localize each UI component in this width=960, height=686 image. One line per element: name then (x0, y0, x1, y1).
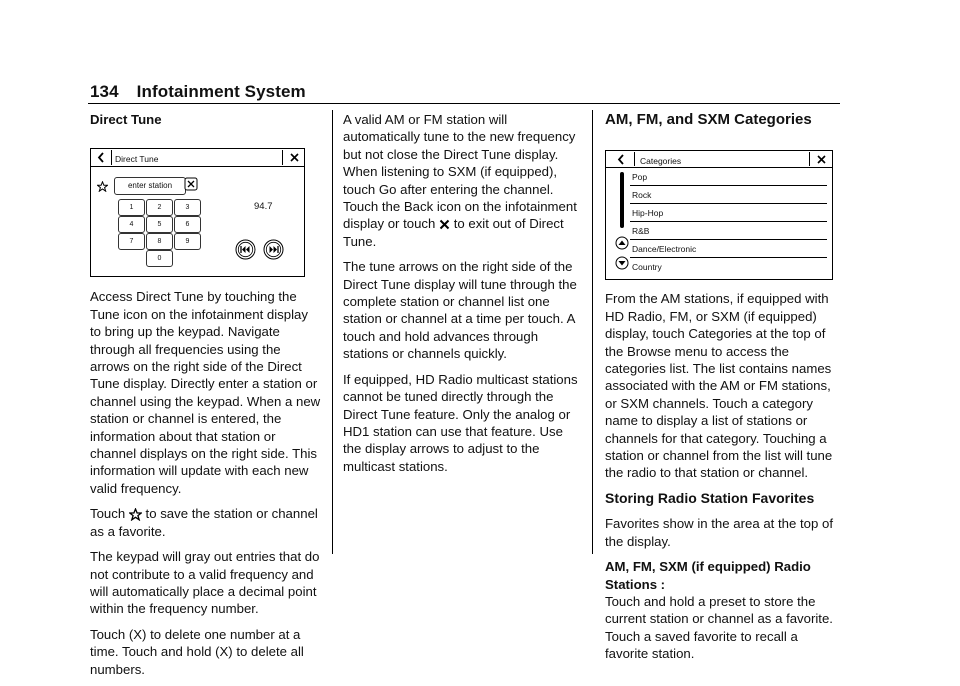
header-rule (88, 103, 840, 104)
seek-forward-icon[interactable] (263, 239, 284, 260)
category-item[interactable]: Dance/Electronic (630, 240, 827, 258)
categories-screen (605, 150, 833, 280)
station-entry-placeholder: enter station (127, 181, 173, 191)
back-icon[interactable] (617, 154, 625, 165)
keypad-key-5[interactable]: 5 (146, 216, 173, 233)
keypad-key-1[interactable]: 1 (118, 199, 145, 216)
favorites-paragraph-1: Favorites show in the area at the top of the display. (605, 516, 833, 549)
screen-title-bar (606, 151, 832, 168)
favorites-paragraph-2: Touch and hold a preset to store the current station or channel as a favorite. Touch a saved favorite to recall a favorite station. (605, 593, 833, 662)
close-icon-inline (439, 219, 450, 230)
keypad-key-0[interactable]: 0 (146, 250, 173, 267)
direct-tune-paragraph-3: The keypad will gray out entries that do not contribute to a valid frequency and will automatically place a decimal point within the frequency number. (90, 549, 320, 617)
favorite-sentence: to save the station or channel as a favorite. (90, 506, 318, 539)
close-icon[interactable] (290, 153, 299, 162)
favorites-subheading: AM, FM, SXM (if equipped) Radio Stations : (605, 559, 811, 592)
screen-title: Direct Tune (115, 154, 159, 165)
category-item[interactable]: Hip-Hop (630, 204, 827, 222)
category-item[interactable]: Rock (630, 186, 827, 204)
keypad-key-7[interactable]: 7 (118, 233, 145, 250)
favorite-star-icon-inline (129, 508, 142, 521)
category-item[interactable]: Country (632, 262, 662, 273)
section-title: Infotainment System (136, 82, 306, 101)
direct-tune-screen (90, 148, 305, 277)
station-entry-field[interactable] (114, 177, 186, 195)
direct-tune-paragraph-2 (90, 505, 322, 540)
seek-back-icon[interactable] (235, 239, 256, 260)
direct-tune-paragraph-7: If equipped, HD Radio multicast stations cannot be tuned directly through the Direct Tune feature. Only the analog or HD1 station can use that feature. Use the display arrows to adjust to the multicast stations. (343, 371, 578, 474)
direct-tune-paragraph-5 (343, 111, 580, 250)
back-icon[interactable] (97, 152, 105, 163)
column-1 (90, 111, 322, 686)
keypad-key-4[interactable]: 4 (118, 216, 145, 233)
direct-tune-paragraph-1: Access Direct Tune by touching the Tune icon on the infotainment display to bring up the keypad. Navigate through all frequencies using the arrows on the right side of the Direct Tune display. Directly enter a station or channel using the keypad. When a new station or channel is entered, the information about that station or channel displays on the right side. This information will update with each new valid frequency. (90, 289, 321, 496)
scroll-up-icon[interactable] (615, 236, 629, 250)
screen-title: Categories (640, 156, 682, 167)
favorites-heading: Storing Radio Station Favorites (605, 489, 815, 506)
category-item[interactable]: Pop (630, 168, 827, 186)
column-3 (605, 111, 840, 671)
delete-icon[interactable] (184, 177, 198, 191)
paragraph-5-end: to exit out of Direct Tune. (343, 216, 564, 249)
scrollbar-thumb[interactable] (620, 172, 624, 228)
keypad-key-6[interactable]: 6 (174, 216, 201, 233)
keypad-key-3[interactable]: 3 (174, 199, 201, 216)
categories-paragraph: From the AM stations, if equipped with HD Radio, FM, or SXM (if equipped) display, touch Categories at the top of the Browse menu to access the categories list. The list contains names associated with the AM or FM stations, or SXM channels. Touch a category name to display a list of stations or channels for that category. Touching a station or channel from the list will tune the radio to that station or channel. (605, 291, 833, 481)
direct-tune-title: Direct Tune (90, 112, 162, 127)
keypad-key-9[interactable]: 9 (174, 233, 201, 250)
direct-tune-paragraph-4: Touch (X) to delete one number at a time. Touch and hold (X) to delete all numbers. (90, 626, 304, 677)
favorite-star-icon[interactable] (97, 181, 108, 192)
scroll-down-icon[interactable] (615, 256, 629, 270)
column-2 (343, 111, 580, 483)
close-icon[interactable] (817, 155, 826, 164)
frequency-display: 94.7 (254, 201, 273, 213)
keypad-key-2[interactable]: 2 (146, 199, 173, 216)
column-divider-1 (332, 110, 333, 554)
screen-title-bar (91, 149, 304, 167)
column-divider-2 (592, 110, 593, 554)
page-number: 134 (90, 82, 119, 101)
page-header (90, 82, 306, 102)
categories-heading: AM, FM, and SXM Categories (605, 111, 812, 128)
category-item[interactable]: R&B (630, 222, 827, 240)
paragraph-5-start: A valid AM or FM station will automatically tune to the new frequency but not close the Direct Tune display. When listening to SXM (if equipped), touch Go after entering the channel. Touch the Back icon on the infotainment display or touch (343, 112, 577, 232)
touch-word: Touch (90, 506, 126, 522)
keypad-key-8[interactable]: 8 (146, 233, 173, 250)
direct-tune-paragraph-6: The tune arrows on the right side of the Direct Tune display will tune through the complete station or channel list one station or channel at a time per touch. A touch and hold advances through stations or channels quickly. (343, 259, 577, 362)
